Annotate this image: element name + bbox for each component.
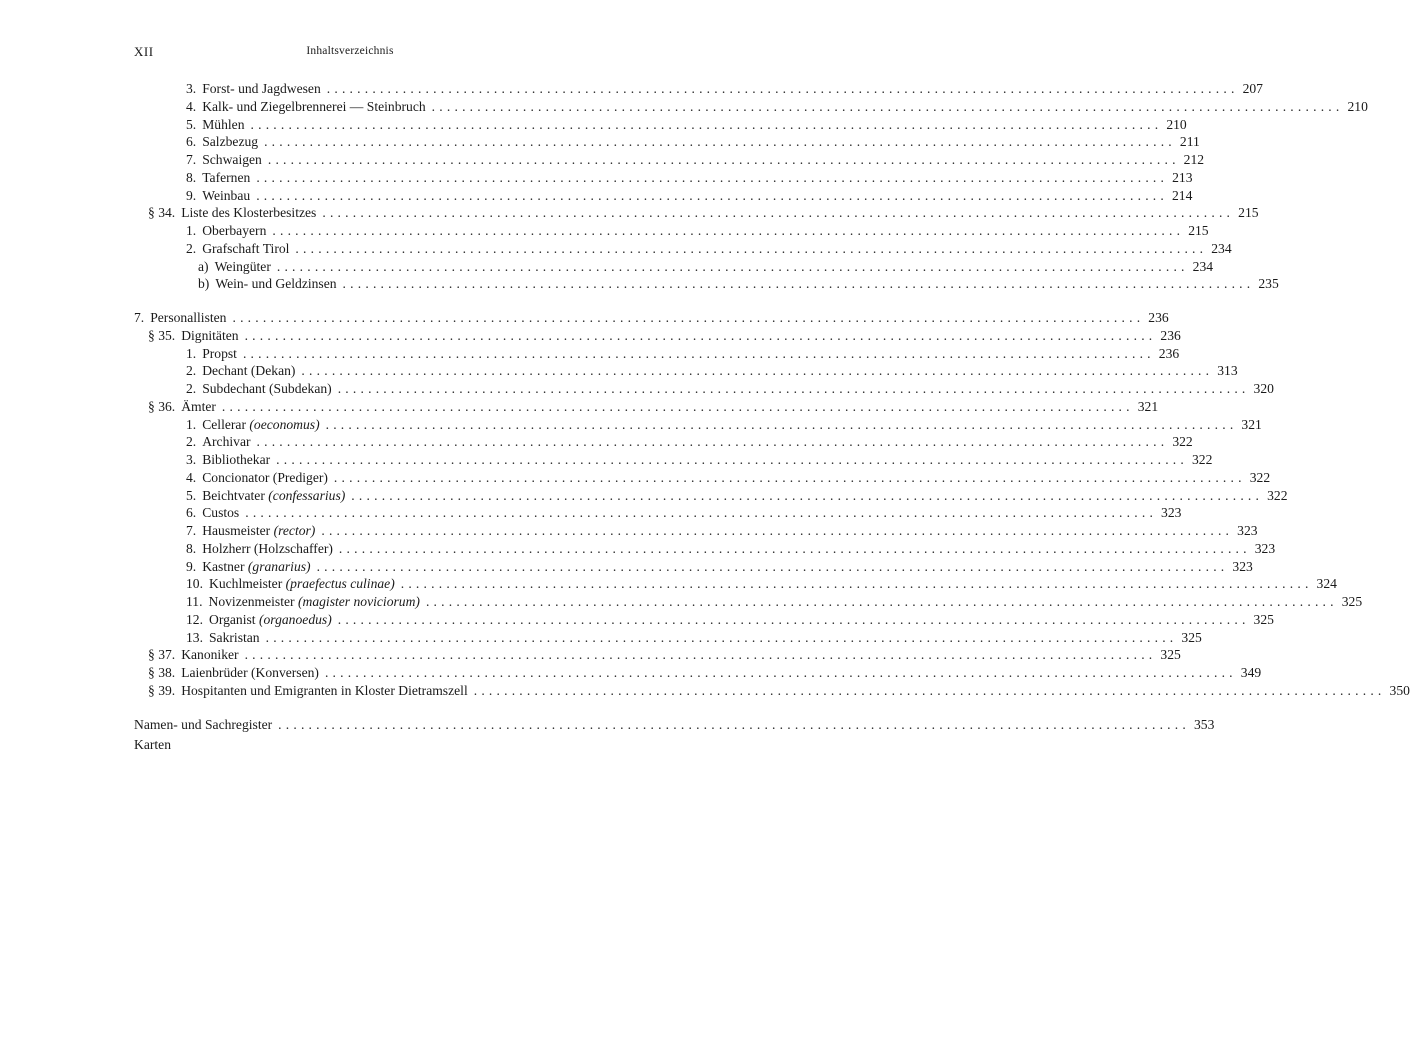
dot-leader: ........................................................................................................................ xyxy=(325,416,1238,432)
toc-entry-title xyxy=(196,116,244,134)
toc-entry-latin-term: (oeconomus) xyxy=(249,416,320,432)
toc-entry-number: 9. xyxy=(186,558,197,574)
dot-leader: ........................................................................................................................ xyxy=(301,363,1214,379)
toc-entry-page: 325 xyxy=(1181,629,1202,645)
toc-entry-page: 325 xyxy=(1341,594,1363,609)
toc-entry xyxy=(186,433,1193,451)
toc-entry-number: 12. xyxy=(186,611,203,627)
page-number: XII xyxy=(134,44,154,59)
toc-entry-number: 1. xyxy=(186,416,197,432)
dot-leader: ........................................................................................................................ xyxy=(264,134,1176,150)
dot-leader: ........................................................................................................................ xyxy=(267,152,1180,167)
dot-leader: ........................................................................................................................ xyxy=(242,345,1155,361)
toc-entry-title-text: Forst- und Jagdwesen xyxy=(202,81,321,96)
toc-entry-title xyxy=(196,504,239,522)
toc-entry-number: 7. xyxy=(186,152,197,167)
toc-entry xyxy=(186,522,1258,540)
toc-entry-number: 9. xyxy=(186,187,197,203)
toc-entry-latin-term: (magister noviciorum) xyxy=(297,594,420,609)
toc-entry-number: § 35. xyxy=(148,327,176,343)
dot-leader: ........................................................................................................................ xyxy=(256,434,1169,450)
toc-entry-page: 353 xyxy=(1193,716,1215,732)
toc-entry-title-text: Custos xyxy=(202,505,240,521)
toc-entry-title-text: Dignitäten xyxy=(181,327,239,343)
toc-entry-title xyxy=(203,575,395,593)
dot-leader: ........................................................................................................................ xyxy=(232,310,1145,325)
toc-entry-number: b) xyxy=(198,276,210,292)
toc-entry-page: 234 xyxy=(1211,240,1232,256)
toc-entry-title xyxy=(196,133,258,151)
toc-entry-page: 213 xyxy=(1172,169,1193,185)
toc-entry-title xyxy=(175,646,238,664)
dot-leader: ........................................................................................................................ xyxy=(338,540,1251,556)
toc-entry xyxy=(186,558,1253,576)
toc-entry-number: 5. xyxy=(186,116,197,132)
toc-entry-page: 325 xyxy=(1160,647,1181,663)
dot-leader: ........................................................................................................................ xyxy=(473,682,1386,698)
toc-entry-title-text: Propst xyxy=(202,345,237,361)
toc-entry-latin-term: (rector) xyxy=(273,523,316,538)
toc-entry-title-text: Laienbrüder (Konversen) xyxy=(181,665,319,680)
dot-leader: ........................................................................................................................ xyxy=(295,240,1208,256)
toc-entry xyxy=(148,682,1410,700)
toc-entry-number: 4. xyxy=(186,469,197,485)
toc-entry-title-text: Weinbau xyxy=(202,187,251,203)
dot-leader: ........................................................................................................................ xyxy=(351,487,1264,503)
toc-entry-title-text: Novizenmeister xyxy=(208,594,295,609)
toc-entry xyxy=(186,540,1276,558)
toc-entry-title xyxy=(196,151,262,169)
toc-entry-title xyxy=(196,416,319,434)
toc-entry-number: § 34. xyxy=(148,205,176,221)
toc-entry-title-text: Personallisten xyxy=(150,310,227,325)
toc-entry-title-text: Hospitanten und Emigranten in Kloster Dietramszell xyxy=(181,682,468,698)
toc-entry-page: 313 xyxy=(1217,363,1238,379)
toc-entry-number: 2. xyxy=(186,363,197,379)
toc-entry-page: 211 xyxy=(1179,134,1200,150)
toc-entry-title-text: Weingüter xyxy=(214,258,271,274)
toc-entry-title-text: Karten xyxy=(134,737,171,752)
toc-entry-title-text: Mühlen xyxy=(202,116,245,132)
toc-entry-title xyxy=(196,451,270,469)
toc-entry-title-text: Holzherr (Holzschaffer) xyxy=(202,540,333,556)
dot-leader: ........................................................................................................................ xyxy=(326,81,1239,96)
dot-leader: ........................................................................................................................ xyxy=(333,469,1246,485)
toc-entry-page: 322 xyxy=(1267,487,1288,503)
toc-entry-number: 1. xyxy=(186,223,197,238)
toc-entry-number: a) xyxy=(198,258,209,274)
toc-entry-title xyxy=(175,327,238,345)
toc-entry-page: 322 xyxy=(1249,469,1271,485)
toc-entry-title xyxy=(209,258,271,276)
toc-entry-number: 6. xyxy=(186,505,197,521)
toc-entry-page: 236 xyxy=(1158,345,1180,361)
dot-leader: ........................................................................................................................ xyxy=(272,223,1185,238)
dot-leader: ........................................................................................................................ xyxy=(244,327,1157,343)
toc-entry-title-text: Grafschaft Tirol xyxy=(202,240,290,256)
toc-entry-page: 323 xyxy=(1232,558,1253,574)
toc-entry-title-text: Beichtvater xyxy=(202,487,265,503)
toc-entry-title-text: Tafernen xyxy=(202,169,251,185)
toc-entry-title-text: Organist xyxy=(209,611,256,627)
toc-entry-page: 321 xyxy=(1241,416,1262,432)
toc-entry-number: 2. xyxy=(186,434,197,450)
toc-entry xyxy=(186,469,1271,487)
toc-entry-number: 6. xyxy=(186,134,197,150)
toc-entry xyxy=(148,664,1262,682)
toc-entry xyxy=(186,240,1232,258)
toc-entry xyxy=(134,309,1169,327)
toc-entry-title-text: Oberbayern xyxy=(202,223,267,238)
toc-entry-number: 2. xyxy=(186,381,197,396)
toc-entry-title xyxy=(175,664,319,682)
dot-leader: ........................................................................................................................ xyxy=(337,381,1250,396)
toc-entry-number: 7. xyxy=(134,310,145,325)
toc-entry-number: 8. xyxy=(186,540,197,556)
toc-entry-number: 8. xyxy=(186,169,197,185)
toc-entry-page: 323 xyxy=(1237,523,1258,538)
dot-leader: ........................................................................................................................ xyxy=(221,398,1134,414)
dot-leader: ........................................................................................................................ xyxy=(276,258,1189,274)
toc-entry xyxy=(186,169,1193,187)
toc-entry-title xyxy=(196,187,250,205)
dot-leader: ........................................................................................................................ xyxy=(324,665,1237,680)
toc-entry-title xyxy=(196,222,266,240)
toc-entry xyxy=(148,646,1181,664)
toc-entry-number: 5. xyxy=(186,487,197,503)
toc-entry-title-text: Bibliothekar xyxy=(202,452,271,467)
dot-leader: ........................................................................................................................ xyxy=(244,647,1157,663)
toc-entry-title-text: Archivar xyxy=(202,434,251,450)
toc-entry-page: 349 xyxy=(1240,665,1262,680)
toc-entry-page: 207 xyxy=(1242,81,1263,96)
toc-entry-title xyxy=(196,98,425,116)
toc-entry-title xyxy=(134,716,272,734)
toc-entry-title-text: Kanoniker xyxy=(181,647,239,663)
toc-entry-page: 212 xyxy=(1183,152,1205,167)
dot-leader: ........................................................................................................................ xyxy=(342,276,1255,292)
toc-entry-title xyxy=(196,240,289,258)
toc-entry-title xyxy=(196,469,328,487)
dot-leader: ........................................................................................................................ xyxy=(256,169,1169,185)
toc-entry-title-text: Salzbezug xyxy=(202,134,259,150)
toc-entry xyxy=(186,187,1193,205)
toc-entry-title-text: Kastner xyxy=(202,558,245,574)
toc-entry-page: 323 xyxy=(1161,505,1182,521)
toc-entry xyxy=(148,398,1159,416)
toc-entry-title-text: Hausmeister xyxy=(202,523,271,538)
toc-entry-title xyxy=(209,275,336,293)
toc-entry xyxy=(134,716,1215,734)
toc-entry xyxy=(198,275,1279,293)
toc-entry-title xyxy=(196,522,315,540)
toc-entry-number: 11. xyxy=(186,594,203,609)
toc-entry xyxy=(186,151,1205,169)
toc-entry-title xyxy=(196,380,332,398)
toc-entry-title xyxy=(144,309,226,327)
toc-entry xyxy=(186,222,1209,240)
toc-entry-title-text: Cellerar xyxy=(202,416,246,432)
toc-entry-title xyxy=(203,611,332,629)
toc-entry-page: 323 xyxy=(1254,540,1276,556)
toc-entry-page: 236 xyxy=(1148,310,1169,325)
toc-entry xyxy=(186,575,1337,593)
toc-entry xyxy=(186,345,1180,363)
dot-leader: ........................................................................................................................ xyxy=(322,205,1235,221)
toc-entry-title-text: Dechant (Dekan) xyxy=(202,363,296,379)
toc-entry-page: 214 xyxy=(1172,187,1193,203)
toc-entry-title-text: Schwaigen xyxy=(202,152,262,167)
toc-entry-page: 322 xyxy=(1191,452,1213,467)
toc-entry-page: 234 xyxy=(1192,258,1214,274)
toc-entry-number: 2. xyxy=(186,240,197,256)
toc-entry-number: 13. xyxy=(186,629,203,645)
toc-entry xyxy=(198,258,1214,276)
toc-entry-title xyxy=(196,487,345,505)
toc-entry xyxy=(186,629,1202,647)
toc-entry-page: 235 xyxy=(1258,276,1279,292)
toc-entry xyxy=(148,327,1181,345)
dot-leader: ........................................................................................................................ xyxy=(245,505,1158,521)
toc-entry-title xyxy=(196,80,321,98)
toc-entry-page: 325 xyxy=(1253,611,1274,627)
toc-entry-number: 10. xyxy=(186,576,203,592)
toc-entry-title xyxy=(196,558,310,576)
toc-entry-number: 1. xyxy=(186,345,197,361)
dot-leader: ........................................................................................................................ xyxy=(425,594,1338,609)
dot-leader: ........................................................................................................................ xyxy=(250,116,1163,132)
dot-leader: ........................................................................................................................ xyxy=(256,187,1168,203)
toc-entry-number: 3. xyxy=(186,452,197,467)
toc-entry xyxy=(186,611,1274,629)
page-header xyxy=(0,44,700,60)
dot-leader: ........................................................................................................................ xyxy=(337,611,1250,627)
toc-entry-page: 210 xyxy=(1347,98,1368,114)
toc-entry-latin-term: (organoedus) xyxy=(258,611,332,627)
toc-entry-title xyxy=(203,593,420,611)
toc-entry-title xyxy=(203,629,260,647)
toc-entry-number: § 37. xyxy=(148,647,176,663)
toc-entry-title-text: Ämter xyxy=(181,398,216,414)
toc-entry xyxy=(134,736,648,754)
toc-entry xyxy=(186,504,1182,522)
toc-entry-latin-term: (confessarius) xyxy=(268,487,346,503)
toc-entry xyxy=(186,80,1263,98)
toc-entry-page: 210 xyxy=(1166,116,1187,132)
toc-entry-latin-term: (praefectus culinae) xyxy=(285,576,395,592)
toc-entry-title xyxy=(134,736,171,754)
toc-entry-number: 4. xyxy=(186,98,197,114)
toc-entry-page: 236 xyxy=(1160,327,1181,343)
toc-entry-page: 320 xyxy=(1253,381,1274,396)
toc-entry xyxy=(186,451,1213,469)
dot-leader: ........................................................................................................................ xyxy=(431,98,1344,114)
dot-leader: ........................................................................................................................ xyxy=(400,576,1313,592)
toc-entry-title xyxy=(196,433,250,451)
dot-leader: ........................................................................................................................ xyxy=(321,523,1234,538)
toc-entry-title xyxy=(196,540,333,558)
toc-entry-title xyxy=(196,345,237,363)
toc-entry-title-text: Kuchlmeister xyxy=(209,576,283,592)
toc-entry-title-text: Subdechant (Subdekan) xyxy=(202,381,332,396)
toc-entry-title-text: Wein- und Geldzinsen xyxy=(215,276,337,292)
toc-entry-title xyxy=(175,682,468,700)
toc-entry-title xyxy=(175,204,316,222)
toc-entry xyxy=(186,362,1238,380)
toc-entry-title-text: Sakristan xyxy=(209,629,260,645)
dot-leader: ........................................................................................................................ xyxy=(316,558,1229,574)
toc-entry xyxy=(186,380,1274,398)
toc-entry-number: 7. xyxy=(186,523,197,538)
toc-entry-page: 215 xyxy=(1238,205,1259,221)
toc-entry-page: 324 xyxy=(1316,576,1337,592)
toc-entry-number: § 38. xyxy=(148,665,176,680)
toc-entry-latin-term: (granarius) xyxy=(247,558,311,574)
toc-entry-title xyxy=(196,169,250,187)
toc-entry-page: 321 xyxy=(1137,398,1159,414)
toc-entry-title xyxy=(196,362,295,380)
toc-entry-title-text: Liste des Klosterbesitzes xyxy=(181,205,317,221)
toc-entry-number: 3. xyxy=(186,81,197,96)
toc-entry-page: 350 xyxy=(1389,682,1410,698)
toc-entry xyxy=(186,98,1368,116)
dot-leader: ........................................................................................................................ xyxy=(265,629,1178,645)
toc-entry-page: 322 xyxy=(1172,434,1193,450)
toc-entry-number: § 36. xyxy=(148,398,176,414)
dot-leader: ........................................................................................................................ xyxy=(276,452,1188,467)
toc-entry xyxy=(186,133,1200,151)
toc-entry xyxy=(186,116,1187,134)
toc-entry-number: § 39. xyxy=(148,682,176,698)
dot-leader: ........................................................................................................................ xyxy=(278,716,1190,732)
toc-entry xyxy=(148,204,1259,222)
toc-entry xyxy=(186,593,1363,611)
toc-entry-title-text: Concionator (Prediger) xyxy=(202,469,328,485)
toc-entry-title xyxy=(175,398,216,416)
toc-entry xyxy=(186,416,1262,434)
toc-entry xyxy=(186,487,1288,505)
toc-entry-title-text: Namen- und Sachregister xyxy=(134,716,273,732)
running-title: Inhaltsverzeichnis xyxy=(306,45,394,57)
toc-entry-title-text: Kalk- und Ziegelbrennerei — Steinbruch xyxy=(202,98,426,114)
toc-entry-page: 215 xyxy=(1188,223,1209,238)
